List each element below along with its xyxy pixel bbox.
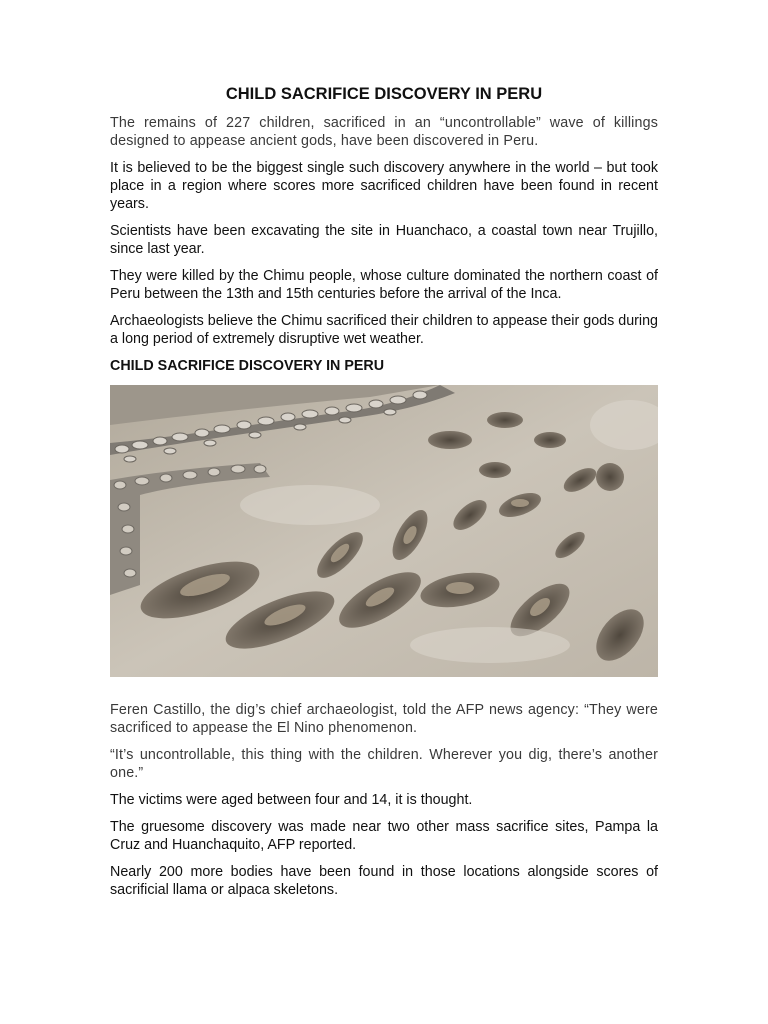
paragraph-castillo-quote: Feren Castillo, the dig’s chief archaeologist, told the AFP news agency: “They were sacrificed to appease the El Nino phenomenon. <box>110 702 658 736</box>
document-page <box>110 84 658 908</box>
paragraph-intro: The remains of 227 children, sacrificed in an “uncontrollable” wave of killings designed to appease ancient gods, have been discovered in Peru. <box>110 115 658 149</box>
paragraph-victims-age: The victims were aged between four and 14, it is thought. <box>110 792 473 808</box>
document-title: CHILD SACRIFICE DISCOVERY IN PERU <box>225 85 543 103</box>
section-heading: CHILD SACRIFICE DISCOVERY IN PERU <box>110 358 385 374</box>
ground-surface <box>110 385 658 677</box>
paragraph-llama-skeletons: Nearly 200 more bodies have been found in those locations alongside scores of sacrificial llama or alpaca skeletons. <box>110 864 658 898</box>
excavation-photo-drawing <box>110 385 658 677</box>
excavation-site-photo <box>110 385 658 677</box>
paragraph-wet-weather: Archaeologists believe the Chimu sacrificed their children to appease their gods during a long period of extremely disruptive wet weather. <box>110 313 658 347</box>
paragraph-chimu-people: They were killed by the Chimu people, whose culture dominated the northern coast of Peru between the 13th and 15th centuries before the arrival of the Inca. <box>110 268 658 302</box>
paragraph-biggest-discovery: It is believed to be the biggest single such discovery anywhere in the world – but took place in a region where scores more sacrificed children have been found in recent years. <box>110 160 658 212</box>
paragraph-other-sites: The gruesome discovery was made near two other mass sacrifice sites, Pampa la Cruz and Huanchaquito, AFP reported. <box>110 819 658 853</box>
paragraph-excavation-site: Scientists have been excavating the site in Huanchaco, a coastal town near Trujillo, since last year. <box>110 223 658 257</box>
paragraph-uncontrollable-quote: “It’s uncontrollable, this thing with the children. Wherever you dig, there’s another one.” <box>110 747 658 781</box>
